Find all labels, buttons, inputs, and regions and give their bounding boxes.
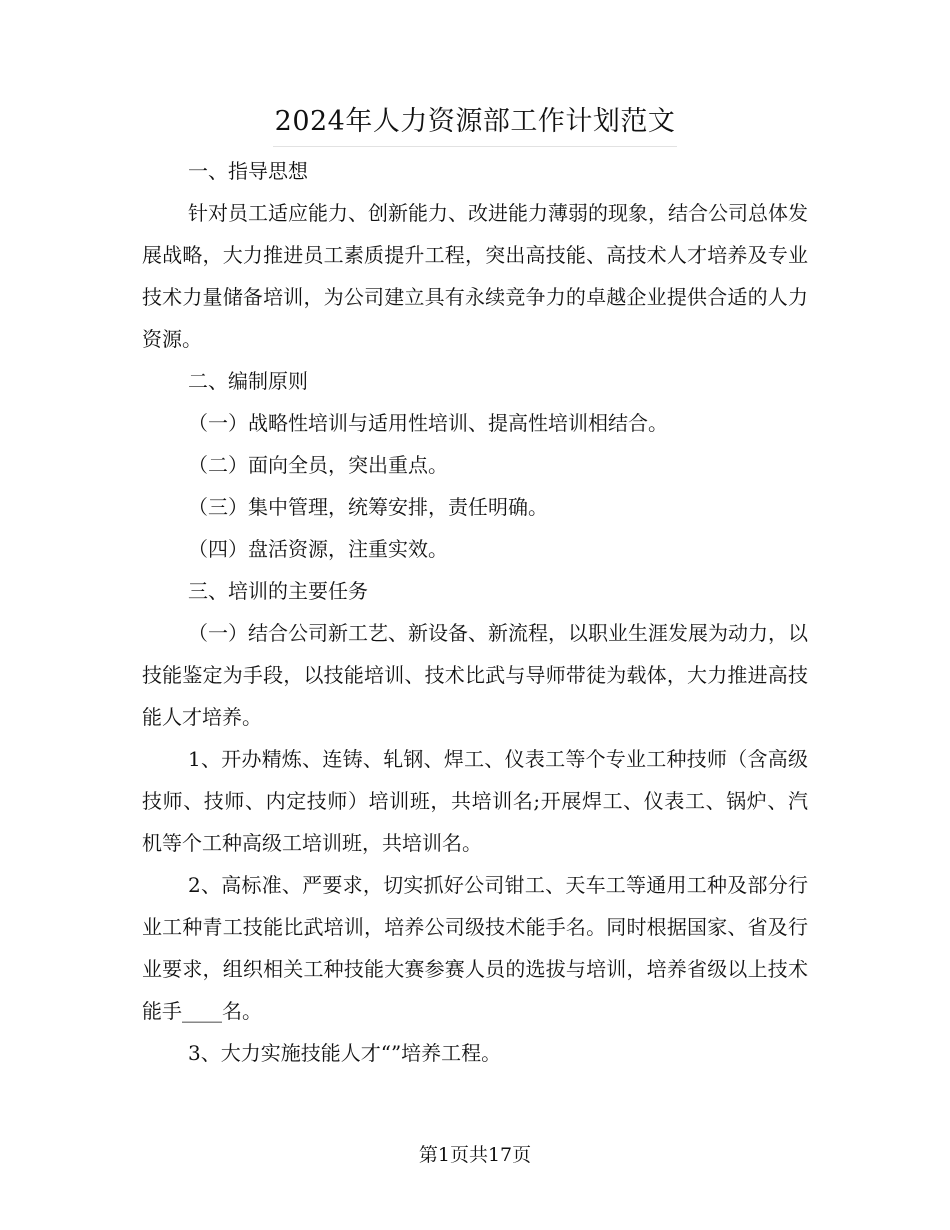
page-footer: 第1页共17页	[418, 1144, 532, 1166]
principle-item-1: （一）战略性培训与适用性培训、提高性培训相结合。	[188, 411, 668, 435]
document-title-text: 2024年人力资源部工作计划范文	[273, 100, 678, 147]
paragraph-task-1-item-1: 1、开办精炼、连铸、轧钢、焊工、仪表工等个专业工种技师（含高级技师、技师、内定技师）培训班，共培训名;开展焊工、仪表工、锅炉、汽机等个工种高级工培训班，共培训名。	[142, 747, 808, 855]
paragraph-task-1-item-2: 2、高标准、严要求，切实抓好公司钳工、天车工等通用工种及部分行业工种青工技能比武培训，培养公司级技术能手名。同时根据国家、省及行业要求，组织相关工种技能大赛参赛人员的选拔与培训，培养省级以上技术能手____名。	[142, 873, 808, 1023]
paragraph-task-1-item-3: 3、大力实施技能人才“”培养工程。	[188, 1041, 502, 1065]
principle-item-3: （三）集中管理，统筹安排，责任明确。	[188, 495, 548, 519]
heading-guiding-ideology: 一、指导思想	[188, 159, 308, 183]
document-body	[142, 150, 808, 1074]
document-title	[0, 100, 950, 147]
heading-principles: 二、编制原则	[188, 369, 308, 393]
heading-main-tasks: 三、培训的主要任务	[188, 579, 368, 603]
principle-item-4: （四）盘活资源，注重实效。	[188, 537, 448, 561]
paragraph-guiding-ideology: 针对员工适应能力、创新能力、改进能力薄弱的现象，结合公司总体发展战略，大力推进员工素质提升工程，突出高技能、高技术人才培养及专业技术力量储备培训，为公司建立具有永续竞争力的卓越企业提供合适的人力资源。	[142, 201, 808, 351]
paragraph-task-1: （一）结合公司新工艺、新设备、新流程，以职业生涯发展为动力，以技能鉴定为手段，以技能培训、技术比武与导师带徒为载体，大力推进高技能人才培养。	[142, 621, 808, 729]
principle-item-2: （二）面向全员，突出重点。	[188, 453, 448, 477]
